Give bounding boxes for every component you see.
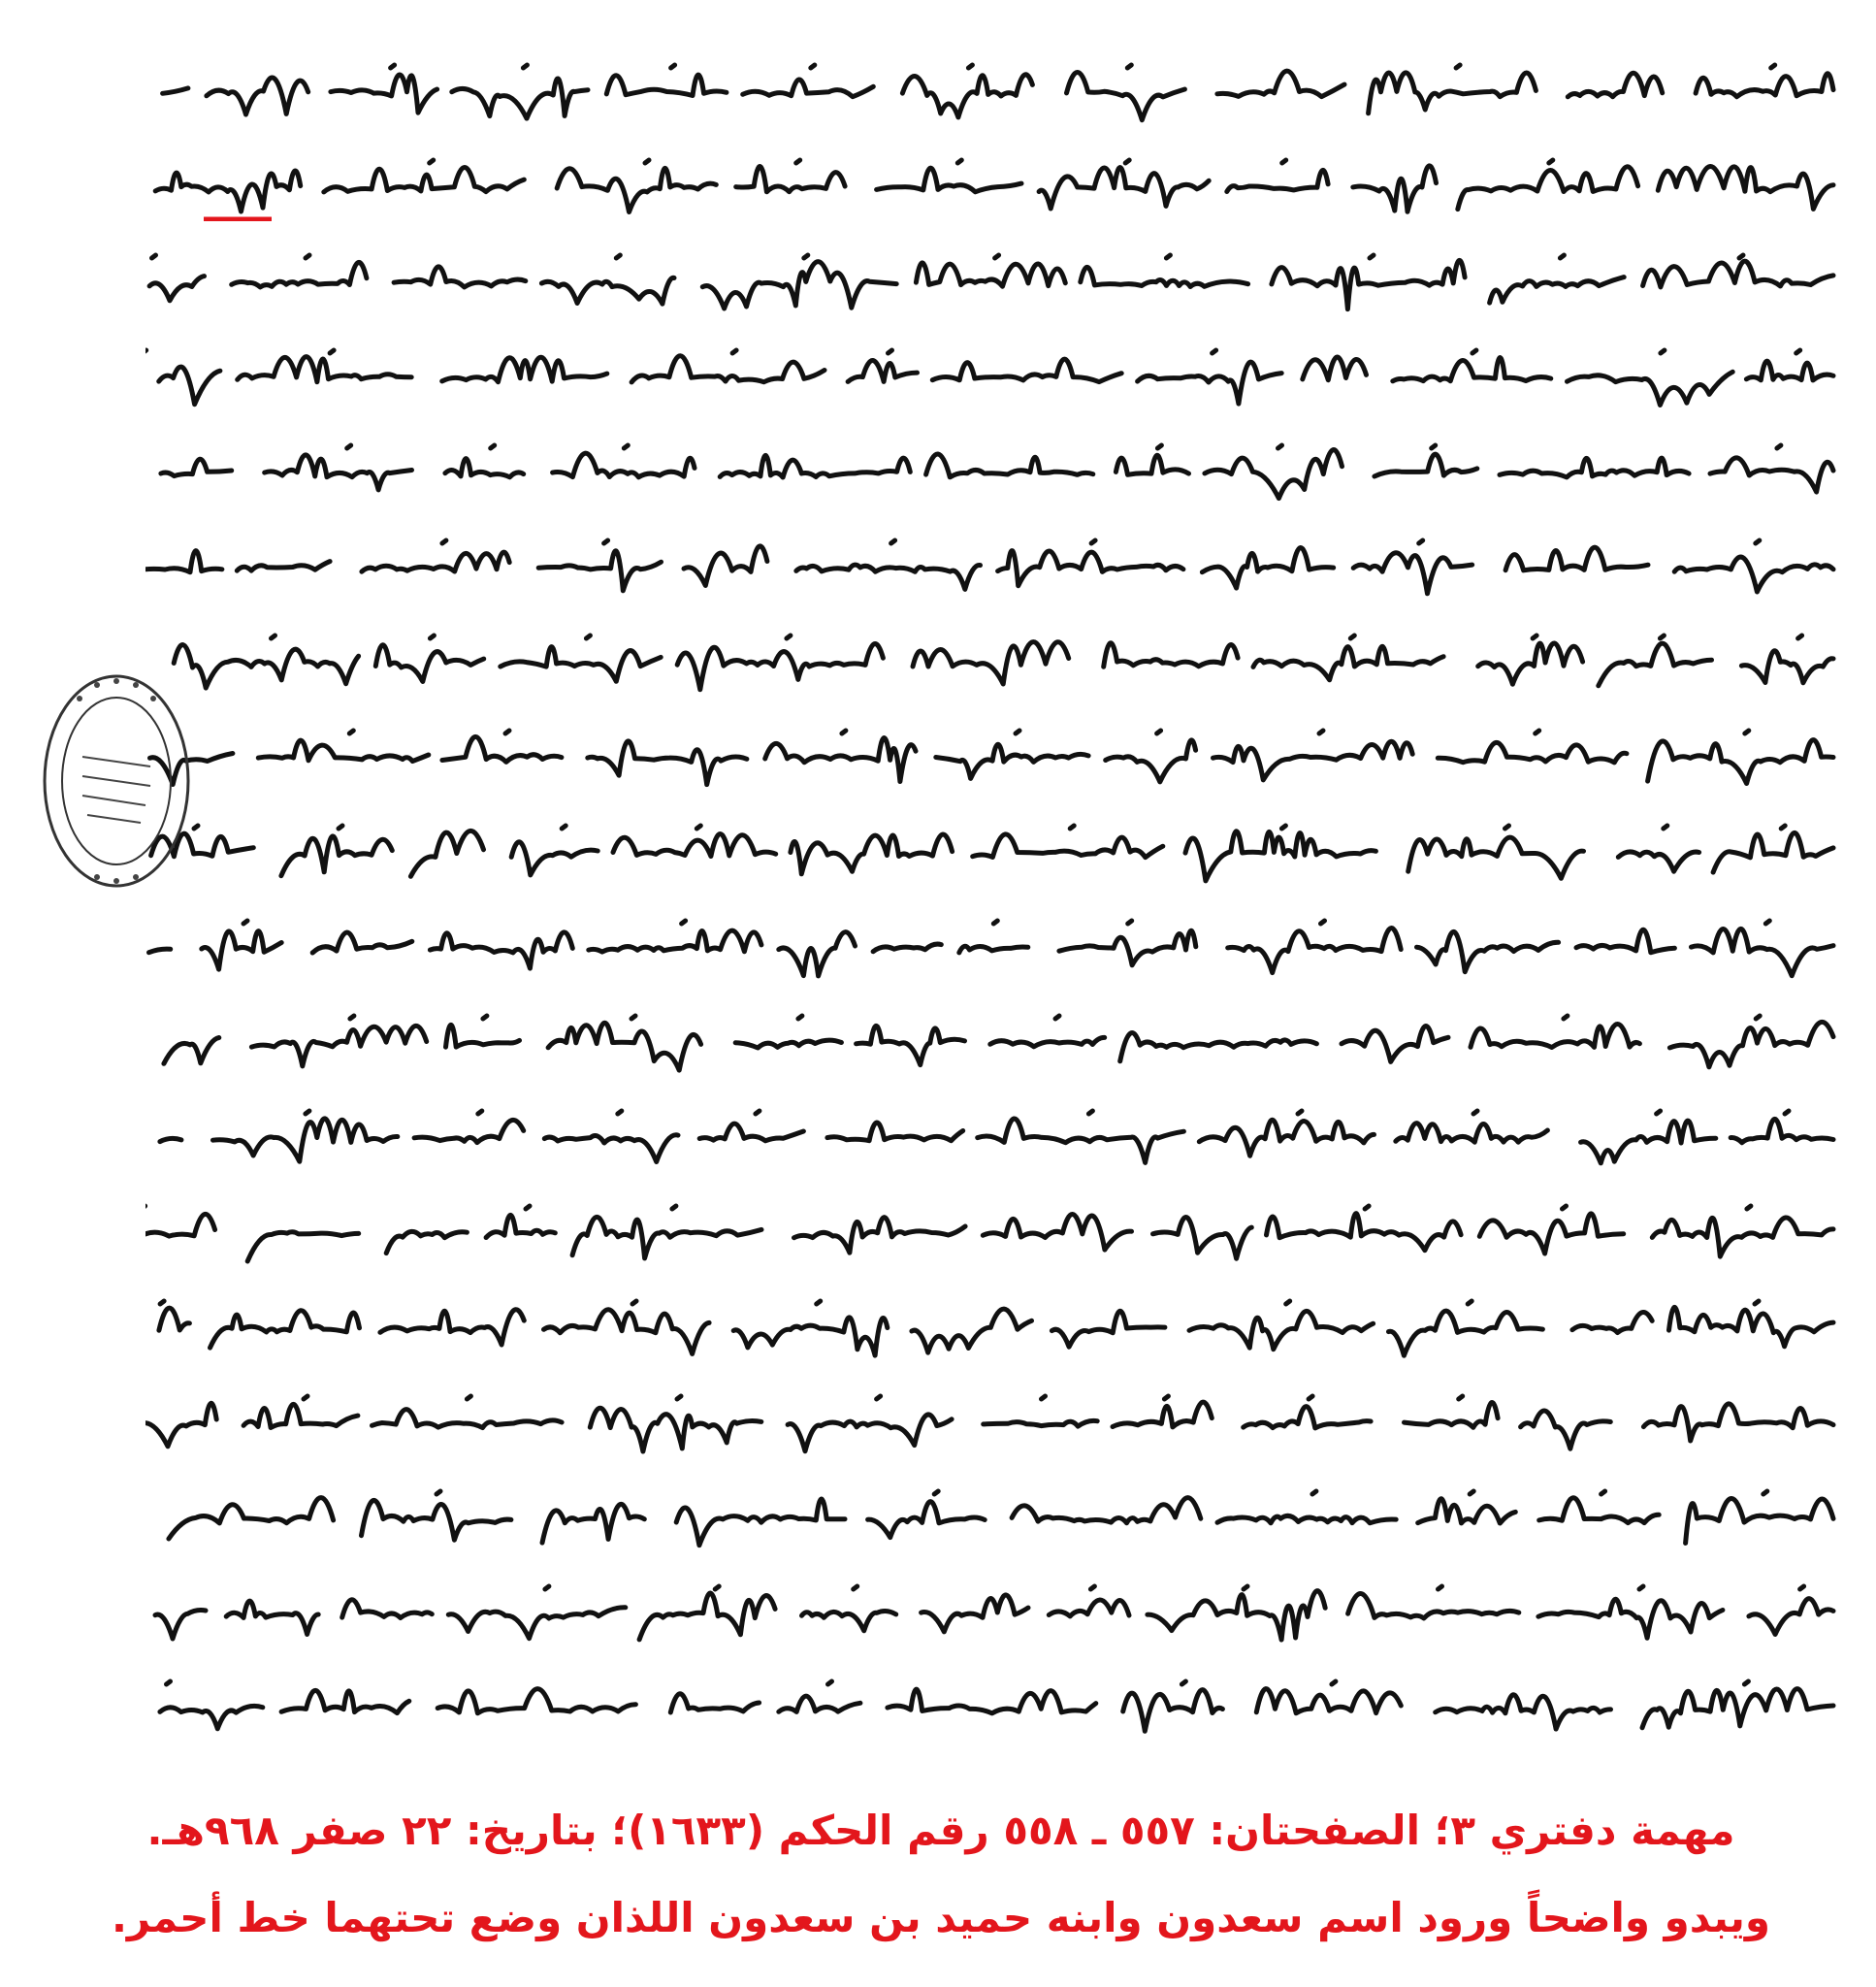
manuscript-line <box>146 799 1853 887</box>
caption-line-1: مهمة دفتري ٣؛ الصفحتان: ٥٥٧ ـ ٥٥٨ رقم الحكم (١٦٣٣)؛ بتاريخ: ٢٢ صفر ٩٦٨هـ. <box>146 1807 1735 1854</box>
manuscript-line <box>146 134 1853 221</box>
caption-line-2: ويبدو واضحاً ورود اسم سعدون وابنه حميد بن سعدون اللذان وضع تحتهما خط أحمر. <box>111 1894 1771 1941</box>
manuscript-line <box>146 1655 1853 1743</box>
manuscript-line <box>146 990 1853 1077</box>
manuscript-line <box>146 704 1853 792</box>
manuscript-line <box>146 895 1853 982</box>
manuscript-line <box>146 229 1853 316</box>
manuscript-line <box>146 39 1853 126</box>
manuscript-line <box>146 1560 1853 1647</box>
manuscript-line <box>146 1465 1853 1552</box>
manuscript-line <box>146 1180 1853 1267</box>
manuscript-line <box>146 419 1853 506</box>
manuscript-line <box>146 609 1853 697</box>
manuscript-line <box>146 324 1853 411</box>
archive-stamp <box>39 669 194 893</box>
manuscript-line <box>146 1275 1853 1362</box>
manuscript-line <box>146 1370 1853 1457</box>
manuscript-page <box>146 39 1853 1775</box>
manuscript-line <box>146 514 1853 602</box>
manuscript-line <box>146 1085 1853 1172</box>
